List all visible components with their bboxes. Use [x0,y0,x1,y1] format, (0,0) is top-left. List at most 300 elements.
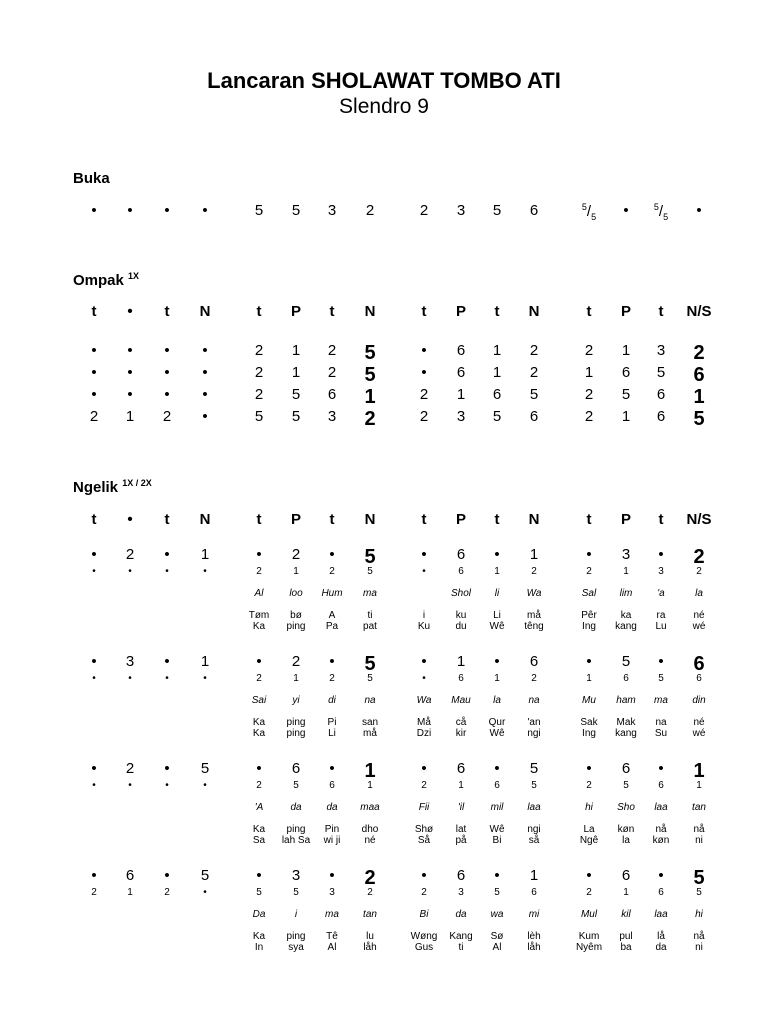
ngelik-header-cell: N [528,511,540,528]
ompak-header [0,303,768,323]
ngelik-lyric-arabic: loo [289,588,303,599]
ngelik-lyric: lat [455,824,467,835]
page-subtitle: Slendro 9 [339,95,429,118]
ompak-header-cell: • [127,303,133,320]
ngelik-lyric: lu [366,931,374,942]
buka-cell: • [91,202,97,219]
ompak-cell: 5 [492,408,502,425]
ngelik-sub-cell: 2 [164,887,170,898]
ngelik-main-cell: 1 [456,653,466,670]
ompak-cell: 2 [584,342,594,359]
ngelik-lyric: Shø [414,824,434,835]
ngelik-sub-cell: 2 [696,566,702,577]
ompak-cell: 5 [291,386,301,403]
ngelik-sub-cell: • [203,780,207,791]
ngelik-lyric-arabic: Fii [418,802,430,813]
ompak-cell: 1 [125,408,135,425]
ngelik-lyric: Nyêm [575,942,603,953]
ngelik-header-cell: • [127,511,133,528]
ngelik-sub-cell: 1 [623,566,629,577]
ompak-header-cell: t [658,303,664,320]
ngelik-lyric: na [655,717,667,728]
ompak-cell: 6 [621,364,631,381]
ngelik-lyric: du [455,621,467,632]
ompak-cell: 6 [456,342,466,359]
ngelik-lyric-arabic: ma [363,588,377,599]
ngelik-main-cell: • [586,867,592,884]
ngelik-sub-cell: 2 [329,566,335,577]
ngelik-lyric: dho [361,824,379,835]
ngelik-main-cell: • [658,760,664,777]
ngelik-lyric-arabic: hi [695,909,703,920]
ngelik-main-cell: • [91,653,97,670]
ngelik-sub-cell: 5 [293,780,299,791]
ngelik-lyric: ni [695,942,703,953]
ompak-cell: 2 [584,386,594,403]
ngelik-lyric-arabic: Mu [582,695,596,706]
ngelik-main-cell: 5 [200,760,210,777]
ngelik-sub-cell: 2 [329,673,335,684]
ngelik-lyric: Tê [326,931,338,942]
ngelik-main-cell: 2 [125,760,135,777]
ngelik-main-cell: • [164,867,170,884]
ngelik-lyric-arabic: din [692,695,706,706]
ngelik-lyric: Gus [414,942,434,953]
ompak-cell: 6 [456,364,466,381]
ompak-cell: 2 [89,408,99,425]
ngelik-lyric: sya [288,942,304,953]
ngelik-lyric-arabic: Sho [617,802,635,813]
ompak-cell: 5 [254,408,264,425]
ngelik-lyric: Wê [489,728,505,739]
ngelik-main-cell: 6 [291,760,301,777]
ompak-cell: • [91,342,97,359]
ngelik-sub-cell: 3 [329,887,335,898]
ngelik-lyric: lå [657,931,665,942]
ngelik-main-row [0,546,768,566]
ngelik-main-cell: 1 [200,546,210,563]
ngelik-header-cell: N [199,511,211,528]
ngelik-main-cell: 6 [456,546,466,563]
ngelik-lyric: Sak [580,717,598,728]
ngelik-lyric: kir [455,728,467,739]
ngelik-lyric: Tøm [248,610,270,621]
ngelik-lyric: Ku [417,621,431,632]
ngelik-lyric-arabic: 'il [457,802,465,813]
ngelik-lyric: Pêr [581,610,597,621]
ngelik-sub-cell: 6 [458,566,464,577]
ngelik-lyric-row [0,621,768,641]
ompak-cell: 2 [327,342,337,359]
ngelik-lyric: lah Sa [281,835,311,846]
ngelik-lyric: Lu [655,621,667,632]
ngelik-lyric: bø [290,610,302,621]
ngelik-lyric: Så [417,835,431,846]
section-ompak-label: Ompak $^{1X}$ [73,271,140,289]
ngelik-lyric-arabic: yi [292,695,300,706]
ompak-header-cell: N [199,303,211,320]
ngelik-sub-cell: 5 [696,887,702,898]
ngelik-sub-cell: 1 [367,780,373,791]
ompak-cell: • [202,364,208,381]
ngelik-sub-cell: 2 [256,566,262,577]
ngelik-sub-cell: 2 [256,780,262,791]
ngelik-main-cell: 1 [529,867,539,884]
ngelik-lyric: ping [286,728,306,739]
ngelik-main-cell: • [329,867,335,884]
ompak-cell: 5 [656,364,666,381]
ngelik-lyric-arabic: laa [654,802,668,813]
ompak-header-cell: t [494,303,500,320]
ngelik-lyric: Ing [582,621,596,632]
ngelik-main-cell: 5 [364,653,376,675]
ngelik-lyric-arabic: Wa [526,588,542,599]
ngelik-sub-cell: • [128,566,132,577]
ompak-header-cell: N [528,303,540,320]
ngelik-header-cell: P [620,511,631,528]
ngelik-sub-cell: 1 [494,566,500,577]
ngelik-lyric-row [0,728,768,748]
ngelik-lyric: Mak [616,717,636,728]
ngelik-lyric: Qur [488,717,506,728]
ngelik-lyric: Pin [324,824,340,835]
ngelik-lyric: ku [455,610,467,621]
ngelik-lyric-arabic: mil [490,802,504,813]
ngelik-main-cell: • [164,760,170,777]
ngelik-header-cell: P [290,511,301,528]
ngelik-lyric: må [527,610,541,621]
ngelik-lyric: nå [693,931,705,942]
ompak-cell: 2 [364,408,376,430]
ngelik-lyric-arabic: Mau [451,695,471,706]
ngelik-sub-cell: 2 [256,673,262,684]
buka-cell: • [696,202,702,219]
ngelik-sub-cell: 2 [421,780,427,791]
ngelik-lyric: né [693,717,705,728]
ompak-cell: • [421,342,427,359]
ngelik-lyric: A [328,610,336,621]
ngelik-header-cell: P [455,511,466,528]
ompak-cell: 2 [254,364,264,381]
buka-cell: • [164,202,170,219]
ompak-cell: 3 [456,408,466,425]
ngelik-sub-cell: 2 [421,887,427,898]
ngelik-lyric: ping [286,824,306,835]
ompak-cell: 5 [693,408,705,430]
ngelik-main-cell: 2 [125,546,135,563]
ngelik-lyric-arabic: Shol [450,588,471,599]
ngelik-lyric: cå [455,717,467,728]
buka-cell: 5 [492,202,502,219]
ngelik-main-cell: • [658,546,664,563]
ngelik-lyric-arabic: mi [528,909,540,920]
ngelik-sub-cell: • [92,566,96,577]
ngelik-lyric: må [363,728,377,739]
ngelik-lyric: ti [367,610,373,621]
ompak-cell: 5 [364,342,376,364]
ngelik-sub-cell: • [165,566,169,577]
ngelik-main-cell: 1 [529,546,539,563]
section-buka-label: Buka [73,170,110,187]
ngelik-main-cell: 5 [693,867,705,889]
buka-cell: 3 [456,202,466,219]
ompak-cell: • [127,342,133,359]
ngelik-lyric: køn [617,824,635,835]
ngelik-lyric: Wê [489,621,505,632]
ngelik-main-cell: 1 [200,653,210,670]
ompak-cell: 2 [529,342,539,359]
ngelik-lyric: In [254,942,264,953]
ngelik-main-cell: 6 [125,867,135,884]
ngelik-lyric: da [655,942,667,953]
ompak-header-cell: P [290,303,301,320]
ngelik-sub-cell: • [203,887,207,898]
ngelik-sub-cell: 5 [293,887,299,898]
ngelik-main-cell: 6 [456,760,466,777]
section-ngelik-label: Ngelik $^{1X / 2X}$ [73,478,152,496]
ompak-header-cell: t [91,303,97,320]
ompak-cell: • [91,364,97,381]
ngelik-lyric: så [528,835,540,846]
ngelik-header-cell: N [364,511,376,528]
ngelik-main-cell: 2 [291,546,301,563]
ngelik-lyric: Ing [582,728,596,739]
ngelik-main-cell: • [329,546,335,563]
ngelik-main-cell: • [91,760,97,777]
ompak-cell: 6 [327,386,337,403]
ngelik-lyric: Ka [252,717,266,728]
ngelik-lyric-arabic: laa [654,909,668,920]
ompak-cell: 5 [529,386,539,403]
ngelik-lyric: Ka [252,931,266,942]
ompak-cell: 1 [456,386,466,403]
ngelik-header-cell: N/S [686,511,712,528]
ompak-cell: 3 [327,408,337,425]
ompak-cell: 2 [693,342,705,364]
ngelik-header-cell: t [658,511,664,528]
buka-cell: 2 [365,202,375,219]
ngelik-lyric-arabic: Al [254,588,264,599]
ngelik-main-cell: 6 [621,760,631,777]
ngelik-lyric-arabic: i [294,909,298,920]
buka-row [0,202,768,222]
buka-cell: • [127,202,133,219]
ngelik-sub-row [0,887,768,907]
ompak-row [0,386,768,406]
ompak-header-cell: t [256,303,262,320]
ngelik-lyric: låh [527,942,541,953]
ompak-cell: • [202,408,208,425]
ngelik-lyric-arabic: tan [692,802,706,813]
ompak-cell: • [202,342,208,359]
ngelik-sub-cell: • [203,566,207,577]
ngelik-main-cell: 6 [693,653,705,675]
ngelik-lyric: Ka [252,621,266,632]
ngelik-lyric: Dzi [416,728,432,739]
ompak-cell: • [202,386,208,403]
ngelik-main-cell: • [256,867,262,884]
ngelik-lyric-arabic: Wa [416,695,432,706]
ngelik-lyric: san [361,717,379,728]
ngelik-main-cell: • [164,546,170,563]
ngelik-sub-cell: 5 [256,887,262,898]
ngelik-main-cell: 1 [364,760,376,782]
ompak-header-cell: P [455,303,466,320]
ngelik-lyric-arabic: la [493,695,501,706]
ngelik-lyric-arabic-row [0,802,768,822]
ngelik-main-cell: • [164,653,170,670]
ompak-cell: 6 [656,386,666,403]
ngelik-main-cell: • [256,653,262,670]
ngelik-lyric: Wøng [410,931,438,942]
ngelik-sub-cell: 5 [623,780,629,791]
ngelik-sub-cell: • [422,566,426,577]
ngelik-lyric: Pi [327,717,337,728]
ngelik-lyric-arabic: na [364,695,376,706]
ngelik-sub-cell: 6 [494,780,500,791]
ompak-header-cell: P [620,303,631,320]
ngelik-sub-cell: 2 [531,673,537,684]
ngelik-main-cell: • [256,760,262,777]
ngelik-sub-cell: 6 [531,887,537,898]
ngelik-sub-cell: • [203,673,207,684]
ngelik-main-cell: • [494,546,500,563]
ngelik-sub-cell: • [92,780,96,791]
ngelik-lyric: Al [492,942,502,953]
ngelik-lyric: ba [620,942,632,953]
ngelik-lyric: Sa [252,835,266,846]
ngelik-sub-cell: 1 [293,566,299,577]
ompak-header-cell: N [364,303,376,320]
ompak-cell: 1 [364,386,376,408]
ngelik-main-row [0,653,768,673]
ngelik-sub-cell: 1 [586,673,592,684]
ngelik-sub-row [0,566,768,586]
ngelik-lyric: Al [327,942,337,953]
ngelik-lyric: Må [417,717,431,728]
ngelik-lyric: kang [615,621,637,632]
buka-cell: • [202,202,208,219]
ngelik-lyric: Bi [492,835,502,846]
ngelik-lyric: Li [328,728,336,739]
ngelik-sub-cell: 6 [696,673,702,684]
ngelik-sub-cell: 6 [623,673,629,684]
ngelik-lyric: Ngê [579,835,599,846]
ngelik-main-cell: • [494,760,500,777]
ngelik-lyric: né [693,610,705,621]
ngelik-header-cell: t [329,511,335,528]
ngelik-lyric: ti [458,942,464,953]
buka-cell: 5 [291,202,301,219]
ngelik-sub-cell: 1 [127,887,133,898]
ngelik-lyric-arabic: Sai [251,695,267,706]
ngelik-lyric: Ka [252,728,266,739]
ngelik-main-cell: • [586,653,592,670]
ngelik-lyric-arabic: li [494,588,500,599]
buka-cell: 6 [529,202,539,219]
ompak-cell: 6 [529,408,539,425]
ngelik-sub-cell: 3 [458,887,464,898]
ompak-cell: • [127,364,133,381]
ngelik-sub-cell: 1 [458,780,464,791]
ompak-header-cell: N/S [686,303,712,320]
ngelik-sub-cell: 2 [367,887,373,898]
ngelik-lyric-arabic: Da [252,909,266,920]
ngelik-lyric-arabic: Bi [419,909,429,920]
ngelik-sub-cell: 6 [458,673,464,684]
ngelik-lyric: Kang [449,931,473,942]
ngelik-main-cell: • [329,760,335,777]
ngelik-sub-cell: 1 [494,673,500,684]
ngelik-lyric-arabic: na [528,695,540,706]
buka-cell: 2 [419,202,429,219]
ompak-header-cell: t [329,303,335,320]
ompak-row [0,408,768,428]
ngelik-sub-cell: • [92,673,96,684]
ngelik-header-cell: t [421,511,427,528]
ngelik-sub-cell: 5 [367,566,373,577]
ngelik-sub-cell: 6 [658,887,664,898]
ompak-cell: 6 [693,364,705,386]
ngelik-lyric: nå [655,824,667,835]
ompak-cell: 1 [291,342,301,359]
ngelik-lyric: pul [619,931,633,942]
ngelik-main-cell: 5 [200,867,210,884]
ngelik-lyric: ra [656,610,666,621]
ngelik-sub-cell: 2 [91,887,97,898]
ngelik-lyric-arabic: da [455,909,467,920]
ngelik-sub-cell: 5 [658,673,664,684]
ompak-cell: 1 [621,408,631,425]
ngelik-sub-cell: 1 [293,673,299,684]
ompak-cell: • [91,386,97,403]
ompak-cell: 2 [419,386,429,403]
ngelik-lyric: ping [286,931,306,942]
ngelik-lyric: ngi [527,728,541,739]
ompak-cell: • [127,386,133,403]
ompak-cell: 5 [621,386,631,403]
ngelik-lyric: lèh [527,931,541,942]
buka-cell: • [623,202,629,219]
ngelik-sub-cell: 1 [696,780,702,791]
ngelik-main-cell: • [329,653,335,670]
ngelik-main-cell: • [421,653,427,670]
ompak-cell: 2 [584,408,594,425]
ngelik-main-cell: • [494,867,500,884]
ngelik-lyric: ping [286,621,306,632]
ngelik-lyric: Sø [490,931,504,942]
ngelik-lyric: Kum [578,931,600,942]
ngelik-main-cell: • [494,653,500,670]
ngelik-header-cell: t [164,511,170,528]
ngelik-sub-cell: 2 [586,780,592,791]
buka-cell: $^5/_5$ [653,202,669,222]
ngelik-lyric-arabic: ma [654,695,668,706]
ngelik-sub-cell: 2 [586,887,592,898]
ngelik-main-cell: 5 [621,653,631,670]
ngelik-sub-cell: • [128,673,132,684]
ngelik-lyric-arabic: la [695,588,703,599]
ngelik-lyric: i [422,610,426,621]
ngelik-lyric: wé [692,621,706,632]
ompak-cell: 1 [492,364,502,381]
ompak-cell: 6 [656,408,666,425]
ngelik-main-cell: • [658,867,664,884]
ompak-cell: 1 [492,342,502,359]
ngelik-sub-cell: 5 [494,887,500,898]
ngelik-lyric: ni [695,835,703,846]
ngelik-lyric-row [0,835,768,855]
